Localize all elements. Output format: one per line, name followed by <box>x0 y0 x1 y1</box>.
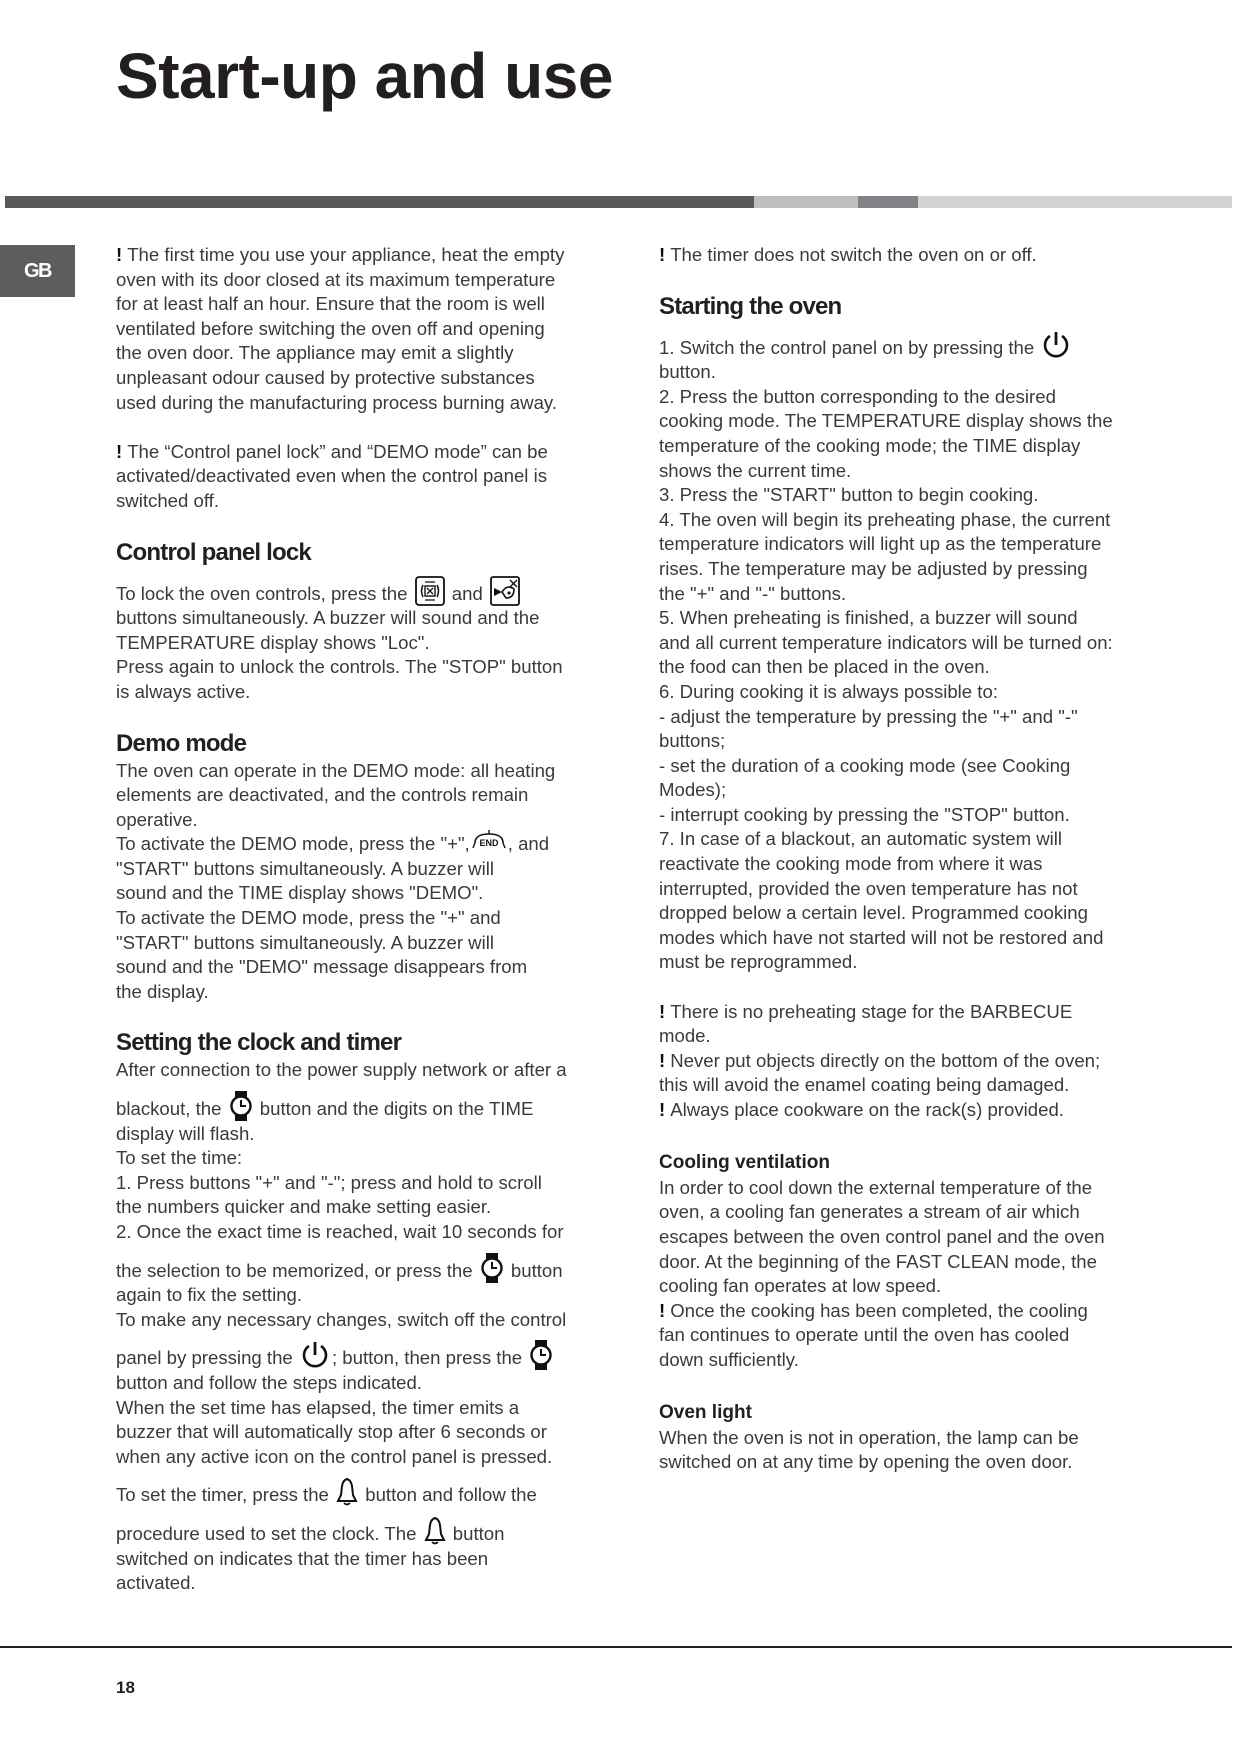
text-line <box>116 1146 616 1171</box>
text-line <box>659 655 1159 680</box>
bell-icon <box>424 1516 446 1546</box>
text-content: operative. <box>116 808 198 830</box>
text-content: "START" buttons simultaneously. A buzzer will <box>116 931 495 953</box>
text-content: oven, a cooling fan generates a stream of air which <box>659 1201 1080 1223</box>
text-line <box>116 464 616 489</box>
text-content: fan continues to operate until the oven has cooled <box>659 1324 1070 1346</box>
header-bar-light <box>754 196 858 208</box>
text-content: ; button, then press the <box>331 1347 528 1369</box>
text-content: button <box>505 1259 563 1281</box>
text-line <box>116 1122 616 1147</box>
paragraph-spacer <box>659 1373 1159 1398</box>
subsection-heading: Oven light <box>659 1402 752 1424</box>
text-line <box>659 1225 1159 1250</box>
text-line <box>116 1171 616 1196</box>
text-line <box>116 631 616 656</box>
bell-icon <box>336 1477 358 1507</box>
text-line <box>116 1097 616 1122</box>
text-content: When the oven is not in operation, the lamp can be <box>659 1426 1079 1448</box>
text-line <box>116 366 616 391</box>
text-line <box>659 877 1159 902</box>
text-line <box>659 803 1159 828</box>
text-line <box>116 391 616 416</box>
text-content: To activate the DEMO mode, press the "+" and <box>116 907 501 929</box>
text-line <box>659 508 1159 533</box>
text-content: - adjust the temperature by pressing the "+" and "-" <box>659 705 1078 727</box>
text-content: To make any necessary changes, switch off the control <box>116 1308 567 1330</box>
text-content: the display. <box>116 980 209 1002</box>
text-content: Never put objects directly on the bottom of the oven; <box>670 1049 1101 1071</box>
text-content: button <box>447 1522 505 1544</box>
text-content: this will avoid the enamel coating being damaged. <box>659 1074 1070 1096</box>
clock-icon <box>480 1252 504 1284</box>
text-content: is always active. <box>116 680 251 702</box>
text-content: There is no preheating stage for the BARBECUE <box>670 1000 1073 1022</box>
text-content: dropped below a certain level. Programmed cooking <box>659 902 1088 924</box>
text-line <box>116 1220 616 1245</box>
section-heading: Control panel lock <box>116 538 311 566</box>
text-line <box>116 1283 616 1308</box>
text-content: The “Control panel lock” and “DEMO mode” can be <box>127 440 548 462</box>
text-content: temperature of the cooking mode; the TIME display <box>659 434 1081 456</box>
text-content: mode. <box>659 1025 711 1047</box>
text-content: activated/deactivated even when the control panel is <box>116 465 548 487</box>
text-line <box>116 1259 616 1284</box>
warning-mark: ! <box>116 440 123 462</box>
text-content: buttons simultaneously. A buzzer will sound and the <box>116 607 540 629</box>
text-content: the food can then be placed in the oven. <box>659 656 990 678</box>
text-line <box>659 1426 1159 1451</box>
text-content: the oven door. The appliance may emit a slightly <box>116 342 514 364</box>
page-title: Start-up and use <box>116 40 613 112</box>
text-content: and all current temperature indicators will be turned on: <box>659 631 1113 653</box>
text-line <box>659 926 1159 951</box>
text-content: again to fix the setting. <box>116 1284 303 1306</box>
text-line <box>659 631 1159 656</box>
text-line <box>659 459 1159 484</box>
language-tab: GB <box>0 245 75 297</box>
warning-mark: ! <box>659 1000 666 1022</box>
text-line <box>116 783 616 808</box>
clock-icon <box>529 1339 553 1371</box>
text-line <box>659 729 1159 754</box>
text-content: TEMPERATURE display shows "Loc". <box>116 631 430 653</box>
subsection-heading: Cooling ventilation <box>659 1152 830 1174</box>
text-line <box>116 680 616 705</box>
text-line <box>116 1308 616 1333</box>
text-line <box>116 341 616 366</box>
text-content: 1. Press buttons "+" and "-"; press and hold to scroll <box>116 1171 542 1193</box>
text-content: To set the time: <box>116 1147 243 1169</box>
text-content: sound and the TIME display shows "DEMO". <box>116 882 484 904</box>
text-content: 2. Press the button corresponding to the desired <box>659 385 1056 407</box>
footer-rule <box>0 1646 1232 1648</box>
text-line <box>116 1420 616 1445</box>
text-line <box>659 1450 1159 1475</box>
text-content: buttons; <box>659 730 726 752</box>
text-line <box>659 360 1159 385</box>
text-line <box>659 1073 1159 1098</box>
end-icon <box>472 829 506 853</box>
text-content: display will flash. <box>116 1122 255 1144</box>
warning-mark: ! <box>659 1099 666 1120</box>
text-line <box>116 317 616 342</box>
text-content: modes which have not started will not be restored and <box>659 926 1104 948</box>
text-content: buzzer that will automatically stop after 6 seconds or <box>116 1421 547 1443</box>
text-line <box>116 881 616 906</box>
text-line <box>659 852 1159 877</box>
text-content: oven with its door closed at its maximum temperature <box>116 268 556 290</box>
text-line <box>116 606 616 631</box>
header-bar-mid <box>858 196 918 208</box>
text-content: - set the duration of a cooking mode (see Cooking <box>659 754 1071 776</box>
header-bar-lighter <box>918 196 1232 208</box>
text-line <box>116 292 616 317</box>
text-line <box>116 1547 616 1572</box>
clock-icon <box>229 1090 253 1122</box>
text-content: 4. The oven will begin its preheating phase, the current <box>659 508 1111 530</box>
text-line <box>659 606 1159 631</box>
text-content: switched on indicates that the timer has been <box>116 1547 489 1569</box>
text-content: ventilated before switching the oven off and opening <box>116 317 545 339</box>
section-heading: Setting the clock and timer <box>116 1029 402 1057</box>
text-content: , and <box>507 833 550 855</box>
text-line <box>659 778 1159 803</box>
text-line <box>116 1396 616 1421</box>
text-content: 2. Once the exact time is reached, wait 10 seconds for <box>116 1221 564 1242</box>
text-content: 7. In case of a blackout, an automatic system will <box>659 828 1063 850</box>
text-line <box>659 705 1159 730</box>
text-content: used during the manufacturing process burning away. <box>116 391 558 413</box>
header-bar-dark <box>5 196 754 208</box>
text-content: the "+" and "-" buttons. <box>659 582 847 604</box>
text-content: door. At the beginning of the FAST CLEAN mode, the <box>659 1250 1097 1272</box>
power-icon <box>300 1339 330 1371</box>
text-content: When the set time has elapsed, the timer emits a <box>116 1396 520 1418</box>
text-content: 1. Switch the control panel on by pressing the <box>659 336 1040 358</box>
text-line <box>116 832 616 857</box>
text-line <box>659 1323 1159 1348</box>
text-content: unpleasant odour caused by protective substances <box>116 366 535 388</box>
text-line <box>659 582 1159 607</box>
text-line <box>116 582 616 607</box>
text-content: activated. <box>116 1572 196 1594</box>
text-line <box>116 906 616 931</box>
text-line <box>659 243 1159 268</box>
text-content: elements are deactivated, and the controls remain <box>116 784 529 806</box>
text-line <box>116 1058 616 1083</box>
text-line <box>116 857 616 882</box>
text-content: temperature indicators will light up as the temperature <box>659 533 1102 555</box>
text-line <box>659 827 1159 852</box>
text-line <box>116 1483 616 1508</box>
paragraph-spacer <box>116 415 616 440</box>
text-content: down sufficiently. <box>659 1348 799 1370</box>
text-content: To lock the oven controls, press the <box>116 582 413 604</box>
section-heading: Starting the oven <box>659 292 842 320</box>
text-content: switched off. <box>116 489 220 511</box>
warning-mark: ! <box>659 1049 666 1071</box>
text-line <box>659 1299 1159 1324</box>
text-line <box>116 440 616 465</box>
svg-text:END: END <box>479 838 499 849</box>
text-line <box>659 1176 1159 1201</box>
power-icon <box>1041 329 1071 361</box>
text-line <box>659 1024 1159 1049</box>
text-content: when any active icon on the control panel is pressed. <box>116 1445 553 1467</box>
text-line <box>659 409 1159 434</box>
lock-fan-icon <box>415 576 445 606</box>
warning-mark: ! <box>659 1299 666 1321</box>
text-content: cooking mode. The TEMPERATURE display shows the <box>659 410 1113 432</box>
text-line <box>659 754 1159 779</box>
text-line <box>116 931 616 956</box>
text-content: interrupted, provided the oven temperature has not <box>659 877 1078 899</box>
text-line <box>659 483 1159 508</box>
text-content: sound and the "DEMO" message disappears from <box>116 956 528 978</box>
text-line <box>659 1000 1159 1025</box>
text-content: reactivate the cooking mode from where it was <box>659 853 1043 875</box>
text-content: escapes between the oven control panel and the oven <box>659 1225 1105 1247</box>
text-content: for at least half an hour. Ensure that the room is well <box>116 293 545 315</box>
text-content: must be reprogrammed. <box>659 951 858 973</box>
text-line <box>659 336 1159 361</box>
text-content: 6. During cooking it is always possible to: <box>659 680 998 702</box>
text-content: The first time you use your appliance, heat the empty <box>127 244 565 265</box>
lock-grill-icon <box>490 576 520 606</box>
text-content: 5. When preheating is finished, a buzzer will sound <box>659 607 1078 629</box>
text-line <box>116 1371 616 1396</box>
text-line <box>659 385 1159 410</box>
text-line <box>116 268 616 293</box>
text-content: the numbers quicker and make setting easier. <box>116 1196 492 1218</box>
text-line <box>116 1346 616 1371</box>
text-line <box>116 655 616 680</box>
text-content: "START" buttons simultaneously. A buzzer will <box>116 857 495 879</box>
text-line <box>116 1195 616 1220</box>
text-line <box>659 901 1159 926</box>
text-line <box>659 557 1159 582</box>
text-content: Press again to unlock the controls. The "STOP" button <box>116 656 563 678</box>
text-content: To set the timer, press the <box>116 1484 335 1506</box>
text-content: cooling fan operates at low speed. <box>659 1275 942 1297</box>
paragraph-spacer <box>659 1123 1159 1148</box>
text-content: button. <box>659 361 716 383</box>
text-content: panel by pressing the <box>116 1347 298 1369</box>
section-heading: Demo mode <box>116 729 247 757</box>
text-content: To activate the DEMO mode, press the "+", <box>116 833 470 855</box>
text-content: Always place cookware on the rack(s) provided. <box>670 1099 1064 1120</box>
text-content: The oven can operate in the DEMO mode: all heating <box>116 759 556 781</box>
text-line <box>659 434 1159 459</box>
text-line <box>659 680 1159 705</box>
text-content: button and the digits on the TIME <box>254 1098 534 1120</box>
text-line <box>659 1348 1159 1373</box>
text-content: switched on at any time by opening the oven door. <box>659 1451 1073 1473</box>
paragraph-spacer <box>659 975 1159 1000</box>
text-line <box>116 1522 616 1547</box>
text-line <box>116 808 616 833</box>
text-line <box>116 489 616 514</box>
left-column <box>116 243 616 1596</box>
warning-mark: ! <box>116 244 123 265</box>
text-line <box>116 1571 616 1596</box>
text-content: procedure used to set the clock. The <box>116 1522 422 1544</box>
right-column <box>659 243 1159 1475</box>
text-line <box>659 532 1159 557</box>
text-line <box>659 1098 1159 1123</box>
text-content: button and follow the <box>360 1484 537 1506</box>
text-line <box>116 1445 616 1470</box>
text-line <box>116 955 616 980</box>
text-content: - interrupt cooking by pressing the "STOP" button. <box>659 803 1070 825</box>
warning-mark: ! <box>659 244 666 265</box>
text-content: blackout, the <box>116 1098 227 1120</box>
text-content: In order to cool down the external temperature of the <box>659 1176 1093 1198</box>
text-line <box>116 980 616 1005</box>
text-content: The timer does not switch the oven on or off. <box>670 244 1037 265</box>
text-content: shows the current time. <box>659 459 852 481</box>
text-line <box>116 243 616 268</box>
text-line <box>116 759 616 784</box>
text-content: Once the cooking has been completed, the cooling <box>670 1299 1088 1321</box>
text-content: Modes); <box>659 779 727 801</box>
text-content: After connection to the power supply network or after a <box>116 1059 567 1081</box>
text-content: rises. The temperature may be adjusted by pressing <box>659 557 1088 579</box>
page-number: 18 <box>116 1678 135 1697</box>
text-line <box>659 1250 1159 1275</box>
text-line <box>659 950 1159 975</box>
text-content: the selection to be memorized, or press the <box>116 1259 478 1281</box>
text-line <box>659 1049 1159 1074</box>
text-content: and <box>446 582 488 604</box>
text-line <box>659 1274 1159 1299</box>
text-line <box>659 1200 1159 1225</box>
text-content: button and follow the steps indicated. <box>116 1371 422 1393</box>
text-content: 3. Press the "START" button to begin cooking. <box>659 484 1039 506</box>
